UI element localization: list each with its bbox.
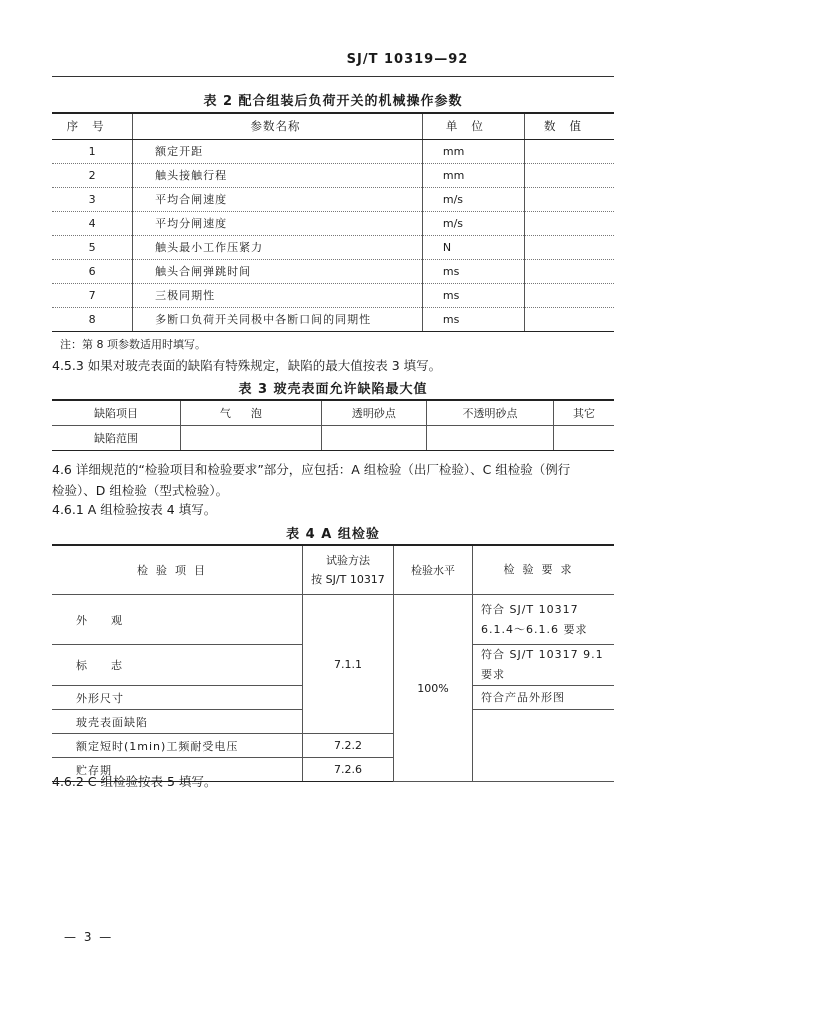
table2-col-unit: 单位: [422, 113, 524, 139]
requirement-marking: 符合 SJ/T 10317 9.1 要求: [473, 645, 615, 686]
item-marking: 标志: [52, 645, 303, 686]
standard-number: SJ/T 10319—92: [346, 52, 469, 67]
table3-defect-range-label: 缺陷范围: [52, 425, 181, 450]
method-storage-period: 7.2.6: [303, 758, 394, 782]
item-withstand-voltage: 额定短时(1min)工频耐受电压: [52, 734, 303, 758]
parameter-value: [524, 307, 614, 331]
table-row: [52, 211, 614, 235]
table3: [52, 399, 614, 451]
parameter-name: 额定开距: [133, 139, 423, 163]
parameter-name: 平均分闸速度: [133, 211, 423, 235]
table4-method-line2: 按 SJ/T 10317: [311, 573, 385, 586]
table3-caption: 表 3 玻壳表面允许缺陷最大值: [238, 382, 428, 397]
parameter-value: [524, 163, 614, 187]
header-rule: [52, 76, 614, 77]
parameter-name: 平均合闸速度: [133, 187, 423, 211]
parameter-name: 触头接触行程: [133, 163, 423, 187]
row-index: 4: [52, 211, 133, 235]
table2-col-index: 序号: [52, 113, 133, 139]
parameter-value: [524, 283, 614, 307]
table4-col-method: [303, 545, 394, 595]
parameter-value: [524, 211, 614, 235]
table-row: [52, 283, 614, 307]
parameter-unit: ms: [422, 283, 524, 307]
parameter-name: 多断口负荷开关同极中各断口间的同期性: [133, 307, 423, 331]
requirement-line2: 6.1.4～6.1.6 要求: [481, 622, 588, 636]
item-storage-period: 贮存期: [52, 758, 303, 782]
item-appearance: 外观: [52, 595, 303, 645]
parameter-value: [524, 235, 614, 259]
parameter-unit: ms: [422, 307, 524, 331]
method-withstand-voltage: 7.2.2: [303, 734, 394, 758]
table2-col-parameter: 参数名称: [133, 113, 423, 139]
row-index: 3: [52, 187, 133, 211]
table3-cell: [553, 425, 614, 450]
row-index: 8: [52, 307, 133, 331]
table4-header-row: [52, 545, 614, 595]
table-row: [52, 163, 614, 187]
table2: [52, 112, 614, 332]
parameter-unit: mm: [422, 163, 524, 187]
row-index: 6: [52, 259, 133, 283]
parameter-unit: ms: [422, 259, 524, 283]
requirement-appearance: [473, 595, 615, 645]
paragraph-4-6-line1: 4.6 详细规范的“检验项目和检验要求”部分，应包括：A 组检验（出厂检验）、C 组检验（例行: [52, 462, 571, 477]
table3-defect-item-label: 缺陷项目: [52, 400, 181, 425]
parameter-value: [524, 139, 614, 163]
table2-caption: 表 2 配合组装后负荷开关的机械操作参数: [203, 94, 463, 109]
table3-cell: [321, 425, 426, 450]
table-row: [52, 595, 614, 645]
table-row: [52, 259, 614, 283]
table3-col-other: 其它: [553, 400, 614, 425]
table-row: [52, 235, 614, 259]
table4-caption: 表 4 A 组检验: [286, 527, 380, 542]
paragraph-4-6-2: 4.6.2 C 组检验按表 5 填写。: [52, 774, 217, 789]
row-index: 5: [52, 235, 133, 259]
table4-col-items: 检验项目: [52, 545, 303, 595]
table-row: [52, 139, 614, 163]
page-number: — 3 —: [64, 930, 114, 944]
parameter-unit: m/s: [422, 187, 524, 211]
level-cell-merged: 100%: [394, 595, 473, 782]
table3-cell: [427, 425, 554, 450]
parameter-name: 触头合闸弹跳时间: [133, 259, 423, 283]
parameter-name: 三极同期性: [133, 283, 423, 307]
table4: [52, 544, 614, 782]
table3-col-bubble: 气泡: [181, 400, 322, 425]
paragraph-4-5-3: 4.5.3 如果对玻壳表面的缺陷有特殊规定，缺陷的最大值按表 3 填写。: [52, 358, 442, 373]
paragraph-4-6-line2: 检验）、D 组检验（型式检验）。: [52, 483, 229, 498]
item-dimensions: 外形尺寸: [52, 686, 303, 710]
table4-col-level: 检验水平: [394, 545, 473, 595]
table3-col-opaque-sand: 不透明砂点: [427, 400, 554, 425]
requirement-line1: 符合 SJ/T 10317: [481, 602, 579, 616]
table3-header-row: [52, 400, 614, 425]
row-index: 2: [52, 163, 133, 187]
table2-col-value: 数值: [524, 113, 614, 139]
parameter-unit: mm: [422, 139, 524, 163]
table2-header-row: [52, 113, 614, 139]
item-glass-defects: 玻壳表面缺陷: [52, 710, 303, 734]
method-cell-merged: 7.1.1: [303, 595, 394, 734]
table-row: [52, 307, 614, 331]
table-row: [52, 187, 614, 211]
parameter-unit: m/s: [422, 211, 524, 235]
table3-cell: [181, 425, 322, 450]
parameter-value: [524, 187, 614, 211]
row-index: 7: [52, 283, 133, 307]
table3-col-transparent-sand: 透明砂点: [321, 400, 426, 425]
parameter-name: 触头最小工作压紧力: [133, 235, 423, 259]
requirement-empty: [473, 710, 615, 782]
paragraph-4-6-1: 4.6.1 A 组检验按表 4 填写。: [52, 502, 217, 517]
table2-note: 注：第 8 项参数适用时填写。: [60, 338, 206, 351]
table4-method-line1: 试验方法: [326, 554, 370, 567]
parameter-unit: N: [422, 235, 524, 259]
table4-col-requirements: 检验要求: [473, 545, 615, 595]
table-row: [52, 425, 614, 450]
parameter-value: [524, 259, 614, 283]
requirement-dimensions: 符合产品外形图: [473, 686, 615, 710]
row-index: 1: [52, 139, 133, 163]
